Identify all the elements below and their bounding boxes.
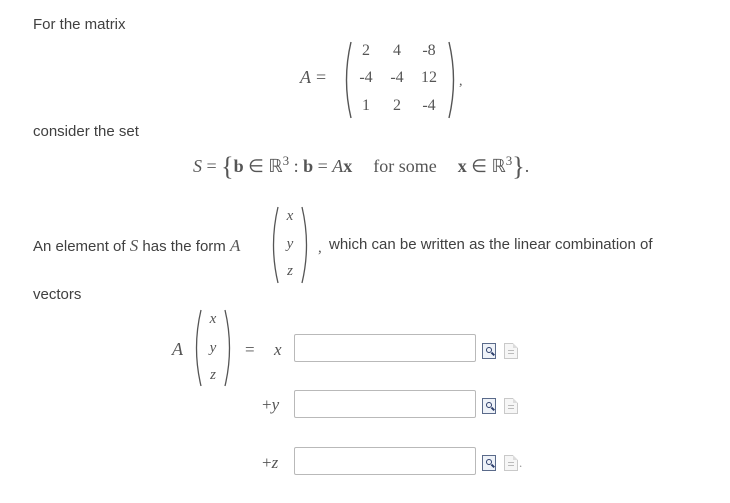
vector-b: b <box>233 156 244 176</box>
vector-component: x <box>286 208 294 224</box>
answer-input-y[interactable] <box>294 390 476 418</box>
set-symbol: S <box>193 156 202 176</box>
element-line-text <box>33 236 240 256</box>
period: . <box>524 156 530 176</box>
vector-component: z <box>287 263 293 279</box>
matrix-cell: -4 <box>422 97 436 114</box>
consider-text: consider the set <box>33 123 139 140</box>
for-some-text: for some <box>373 156 437 176</box>
vector-left-paren <box>268 205 280 285</box>
coef-prefix: + <box>262 395 272 414</box>
exponent: 3 <box>282 153 290 168</box>
colon: : <box>293 156 299 176</box>
exponent: 3 <box>505 153 513 168</box>
matrix-name: A <box>300 67 311 87</box>
element-prefix: An element of <box>33 238 126 255</box>
vector-b: b <box>303 156 314 176</box>
real-space: ℝ <box>268 156 283 176</box>
equals-sign: = <box>206 156 217 176</box>
has-form-text: has the form <box>142 238 226 255</box>
matrix-cell: 4 <box>393 42 401 59</box>
coef-y <box>262 395 279 415</box>
open-brace: { <box>221 152 234 181</box>
vector-x: x <box>343 156 353 176</box>
combo-vector-right-paren <box>223 308 235 388</box>
combo-equals: = <box>245 340 255 359</box>
set-symbol: S <box>129 236 139 255</box>
vectors-text: vectors <box>33 286 82 303</box>
matrix-body <box>352 40 448 120</box>
coef-z <box>262 453 278 473</box>
preview-icon[interactable] <box>482 398 496 414</box>
answer-input-x[interactable] <box>294 334 476 362</box>
matrix-symbol: A <box>229 236 241 255</box>
matrix-cell: -4 <box>390 69 404 86</box>
help-icon[interactable] <box>504 398 518 414</box>
help-icon[interactable] <box>504 455 518 471</box>
matrix-cell: 12 <box>421 69 437 86</box>
help-icon[interactable] <box>504 343 518 359</box>
combo-vector-component: x <box>209 311 217 327</box>
combo-vector-component: y <box>209 340 217 356</box>
answer-input-z[interactable] <box>294 447 476 475</box>
combo-matrix-symbol: A <box>172 339 183 359</box>
coef-var: z <box>271 453 279 472</box>
matrix-cell: 1 <box>362 97 370 114</box>
preview-icon[interactable] <box>482 343 496 359</box>
final-period: . <box>519 455 523 470</box>
matrix-equals: = <box>316 67 327 87</box>
coef-var: x <box>274 340 282 359</box>
element-of: ∈ <box>471 156 487 176</box>
preview-icon[interactable] <box>482 455 496 471</box>
set-definition <box>193 152 529 182</box>
intro-text: For the matrix <box>33 16 126 33</box>
combo-vector-left-paren <box>191 308 203 388</box>
matrix-cell: -8 <box>422 42 436 59</box>
combo-vector-component: z <box>210 367 216 383</box>
element-suffix: which can be written as the linear combination of <box>329 236 653 253</box>
close-brace: } <box>512 152 525 181</box>
coef-var: y <box>271 395 280 414</box>
matrix-cell: 2 <box>362 42 370 59</box>
equals-sign: = <box>317 156 328 176</box>
matrix-symbol: A <box>332 156 344 176</box>
matrix-trailing-comma: , <box>459 74 463 89</box>
real-space: ℝ <box>491 156 506 176</box>
coef-prefix: + <box>262 453 272 472</box>
vector-component: y <box>286 236 294 252</box>
vector-right-paren <box>300 205 312 285</box>
element-of: ∈ <box>248 156 264 176</box>
matrix-right-paren <box>446 40 460 120</box>
element-comma: , <box>318 240 322 256</box>
matrix-cell: 2 <box>393 97 401 114</box>
coef-x <box>274 340 282 360</box>
matrix-cell: -4 <box>359 69 373 86</box>
vector-x: x <box>457 156 467 176</box>
